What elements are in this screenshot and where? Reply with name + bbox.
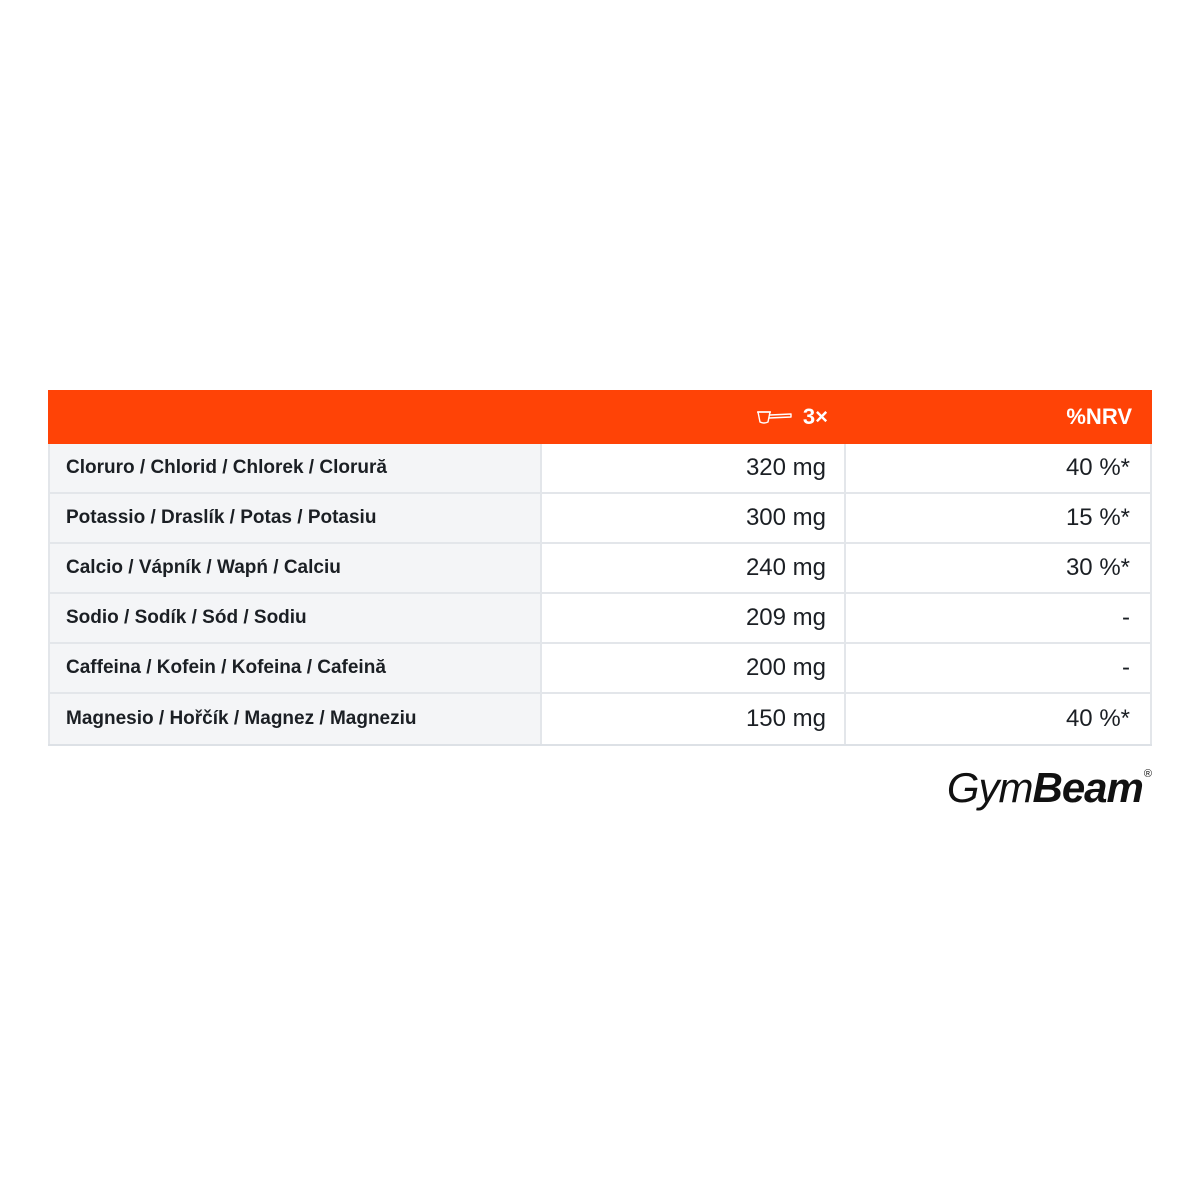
nutrition-table	[48, 390, 1152, 746]
table-row	[48, 444, 1152, 494]
nutrient-name: Cloruro / Chlorid / Chlorek / Clorură	[48, 444, 542, 492]
nrv-label: %NRV	[1066, 404, 1132, 429]
nutrient-nrv: 40 %*	[846, 694, 1152, 744]
table-row	[48, 494, 1152, 544]
nutrient-nrv: -	[846, 594, 1152, 642]
table-row	[48, 644, 1152, 694]
nutrient-nrv: 15 %*	[846, 494, 1152, 542]
nutrient-nrv: 40 %*	[846, 444, 1152, 492]
nutrient-name: Magnesio / Hořčík / Magnez / Magneziu	[48, 694, 542, 744]
nutrient-amount: 200 mg	[542, 644, 846, 692]
nutrient-amount: 209 mg	[542, 594, 846, 642]
table-header	[48, 390, 1152, 444]
brand-name-bold: Beam	[1032, 764, 1143, 811]
table-row	[48, 544, 1152, 594]
header-nrv-cell	[846, 390, 1152, 444]
brand-name-light: Gym	[946, 764, 1033, 811]
header-empty-cell	[48, 390, 542, 444]
nutrient-nrv: -	[846, 644, 1152, 692]
serving-label: 3×	[802, 404, 828, 429]
registered-mark: ®	[1143, 768, 1152, 780]
nutrient-amount: 240 mg	[542, 544, 846, 592]
nutrient-amount: 320 mg	[542, 444, 846, 492]
nutrient-name: Calcio / Vápník / Wapń / Calciu	[48, 544, 542, 592]
table-row	[48, 694, 1152, 744]
brand-logo	[947, 764, 1152, 812]
nutrient-name: Potassio / Draslík / Potas / Potasiu	[48, 494, 542, 542]
nutrient-amount: 300 mg	[542, 494, 846, 542]
scoop-icon	[755, 407, 793, 427]
nutrient-nrv: 30 %*	[846, 544, 1152, 592]
nutrient-name: Caffeina / Kofein / Kofeina / Cafeină	[48, 644, 542, 692]
nutrient-name: Sodio / Sodík / Sód / Sodiu	[48, 594, 542, 642]
nutrient-amount: 150 mg	[542, 694, 846, 744]
header-serving-cell	[542, 390, 846, 444]
table-row	[48, 594, 1152, 644]
